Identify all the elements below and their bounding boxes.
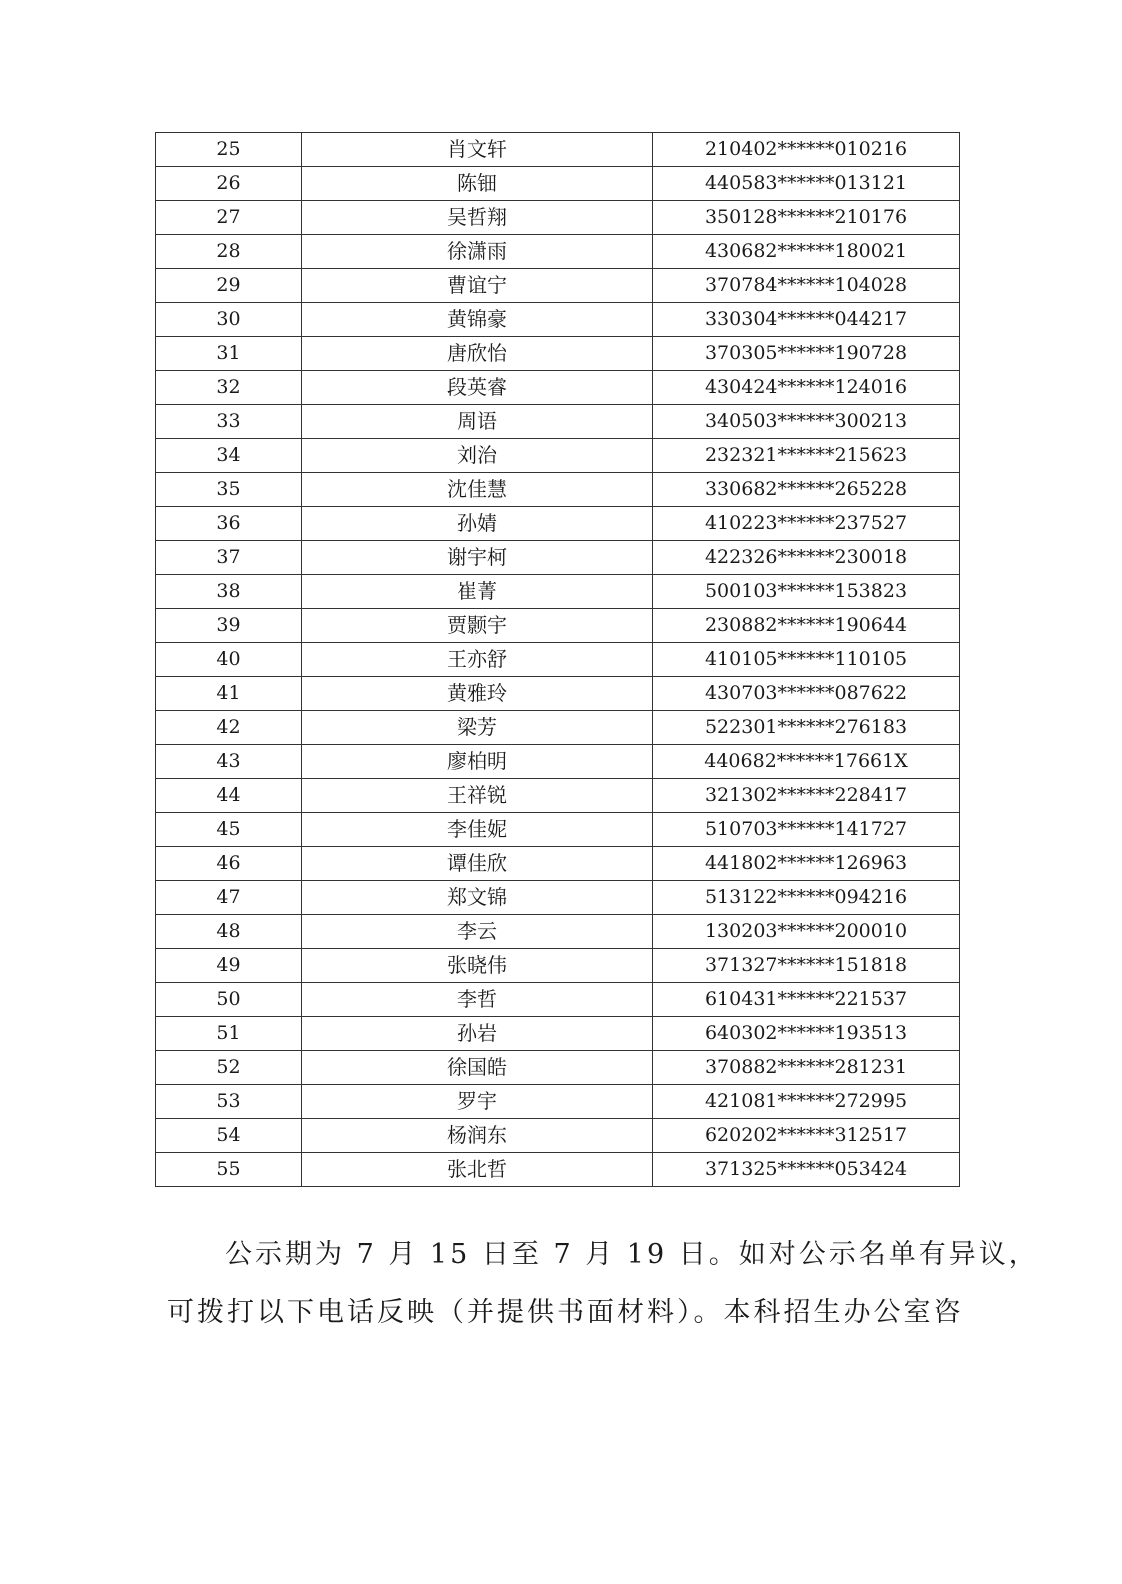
table-row: [156, 677, 960, 711]
id-number-cell: 610431******221537: [653, 983, 960, 1017]
table-row: [156, 1153, 960, 1187]
table-row: [156, 711, 960, 745]
table-row: [156, 949, 960, 983]
id-number-cell: 440583******013121: [653, 167, 960, 201]
table-row: [156, 541, 960, 575]
row-number-cell: 50: [156, 983, 302, 1017]
row-number-cell: 35: [156, 473, 302, 507]
id-number-cell: 430682******180021: [653, 235, 960, 269]
name-cell: 孙婧: [302, 507, 653, 541]
table-row: [156, 235, 960, 269]
roster-table: [155, 132, 960, 1187]
id-number-cell: 340503******300213: [653, 405, 960, 439]
row-number-cell: 54: [156, 1119, 302, 1153]
row-number-cell: 39: [156, 609, 302, 643]
row-number-cell: 51: [156, 1017, 302, 1051]
table-row: [156, 1017, 960, 1051]
table-row: [156, 643, 960, 677]
id-number-cell: 130203******200010: [653, 915, 960, 949]
row-number-cell: 53: [156, 1085, 302, 1119]
row-number-cell: 43: [156, 745, 302, 779]
id-number-cell: 640302******193513: [653, 1017, 960, 1051]
notice-line-1: 公示期为 7 月 15 日至 7 月 19 日。如对公示名单有异议，: [225, 1239, 1039, 1270]
table-row: [156, 813, 960, 847]
name-cell: 李哲: [302, 983, 653, 1017]
row-number-cell: 46: [156, 847, 302, 881]
id-number-cell: 410105******110105: [653, 643, 960, 677]
row-number-cell: 36: [156, 507, 302, 541]
name-cell: 王亦舒: [302, 643, 653, 677]
id-number-cell: 210402******010216: [653, 133, 960, 167]
table-row: [156, 1119, 960, 1153]
row-number-cell: 38: [156, 575, 302, 609]
name-cell: 黄雅玲: [302, 677, 653, 711]
id-number-cell: 430424******124016: [653, 371, 960, 405]
row-number-cell: 52: [156, 1051, 302, 1085]
id-number-cell: 230882******190644: [653, 609, 960, 643]
name-cell: 孙岩: [302, 1017, 653, 1051]
name-cell: 刘治: [302, 439, 653, 473]
name-cell: 陈钿: [302, 167, 653, 201]
row-number-cell: 29: [156, 269, 302, 303]
table-row: [156, 745, 960, 779]
table-row: [156, 507, 960, 541]
name-cell: 唐欣怡: [302, 337, 653, 371]
name-cell: 吴哲翔: [302, 201, 653, 235]
row-number-cell: 31: [156, 337, 302, 371]
name-cell: 王祥锐: [302, 779, 653, 813]
name-cell: 徐国皓: [302, 1051, 653, 1085]
row-number-cell: 45: [156, 813, 302, 847]
table-row: [156, 371, 960, 405]
table-row: [156, 915, 960, 949]
row-number-cell: 44: [156, 779, 302, 813]
id-number-cell: 232321******215623: [653, 439, 960, 473]
name-cell: 谢宇柯: [302, 541, 653, 575]
table-row: [156, 1051, 960, 1085]
id-number-cell: 321302******228417: [653, 779, 960, 813]
name-cell: 崔菁: [302, 575, 653, 609]
row-number-cell: 34: [156, 439, 302, 473]
id-number-cell: 620202******312517: [653, 1119, 960, 1153]
name-cell: 廖柏明: [302, 745, 653, 779]
row-number-cell: 27: [156, 201, 302, 235]
table-row: [156, 779, 960, 813]
row-number-cell: 30: [156, 303, 302, 337]
row-number-cell: 32: [156, 371, 302, 405]
table-row: [156, 983, 960, 1017]
table-row: [156, 405, 960, 439]
id-number-cell: 430703******087622: [653, 677, 960, 711]
name-cell: 张北哲: [302, 1153, 653, 1187]
table-row: [156, 881, 960, 915]
name-cell: 梁芳: [302, 711, 653, 745]
id-number-cell: 370784******104028: [653, 269, 960, 303]
id-number-cell: 421081******272995: [653, 1085, 960, 1119]
table-row: [156, 337, 960, 371]
table-row: [156, 1085, 960, 1119]
row-number-cell: 37: [156, 541, 302, 575]
id-number-cell: 441802******126963: [653, 847, 960, 881]
name-cell: 杨润东: [302, 1119, 653, 1153]
row-number-cell: 47: [156, 881, 302, 915]
name-cell: 曹谊宁: [302, 269, 653, 303]
row-number-cell: 49: [156, 949, 302, 983]
name-cell: 郑文锦: [302, 881, 653, 915]
id-number-cell: 370882******281231: [653, 1051, 960, 1085]
table-row: [156, 269, 960, 303]
table-row: [156, 201, 960, 235]
id-number-cell: 350128******210176: [653, 201, 960, 235]
id-number-cell: 500103******153823: [653, 575, 960, 609]
row-number-cell: 55: [156, 1153, 302, 1187]
id-number-cell: 330682******265228: [653, 473, 960, 507]
name-cell: 张晓伟: [302, 949, 653, 983]
name-cell: 肖文轩: [302, 133, 653, 167]
table-row: [156, 439, 960, 473]
table-row: [156, 303, 960, 337]
name-cell: 贾颢宇: [302, 609, 653, 643]
row-number-cell: 26: [156, 167, 302, 201]
table-row: [156, 575, 960, 609]
table-row: [156, 473, 960, 507]
name-cell: 黄锦豪: [302, 303, 653, 337]
table-row: [156, 133, 960, 167]
id-number-cell: 371325******053424: [653, 1153, 960, 1187]
id-number-cell: 440682******17661X: [653, 745, 960, 779]
notice-line-2: 可拨打以下电话反映（并提供书面材料）。本科招生办公室咨: [167, 1297, 964, 1328]
name-cell: 李云: [302, 915, 653, 949]
row-number-cell: 41: [156, 677, 302, 711]
id-number-cell: 371327******151818: [653, 949, 960, 983]
name-cell: 沈佳慧: [302, 473, 653, 507]
id-number-cell: 510703******141727: [653, 813, 960, 847]
table-row: [156, 167, 960, 201]
name-cell: 段英睿: [302, 371, 653, 405]
name-cell: 李佳妮: [302, 813, 653, 847]
name-cell: 周语: [302, 405, 653, 439]
roster-table-body: [156, 133, 960, 1187]
id-number-cell: 330304******044217: [653, 303, 960, 337]
id-number-cell: 370305******190728: [653, 337, 960, 371]
row-number-cell: 33: [156, 405, 302, 439]
row-number-cell: 40: [156, 643, 302, 677]
id-number-cell: 422326******230018: [653, 541, 960, 575]
id-number-cell: 522301******276183: [653, 711, 960, 745]
row-number-cell: 25: [156, 133, 302, 167]
name-cell: 罗宇: [302, 1085, 653, 1119]
row-number-cell: 48: [156, 915, 302, 949]
id-number-cell: 513122******094216: [653, 881, 960, 915]
name-cell: 谭佳欣: [302, 847, 653, 881]
id-number-cell: 410223******237527: [653, 507, 960, 541]
row-number-cell: 42: [156, 711, 302, 745]
row-number-cell: 28: [156, 235, 302, 269]
table-row: [156, 847, 960, 881]
table-row: [156, 609, 960, 643]
name-cell: 徐潇雨: [302, 235, 653, 269]
